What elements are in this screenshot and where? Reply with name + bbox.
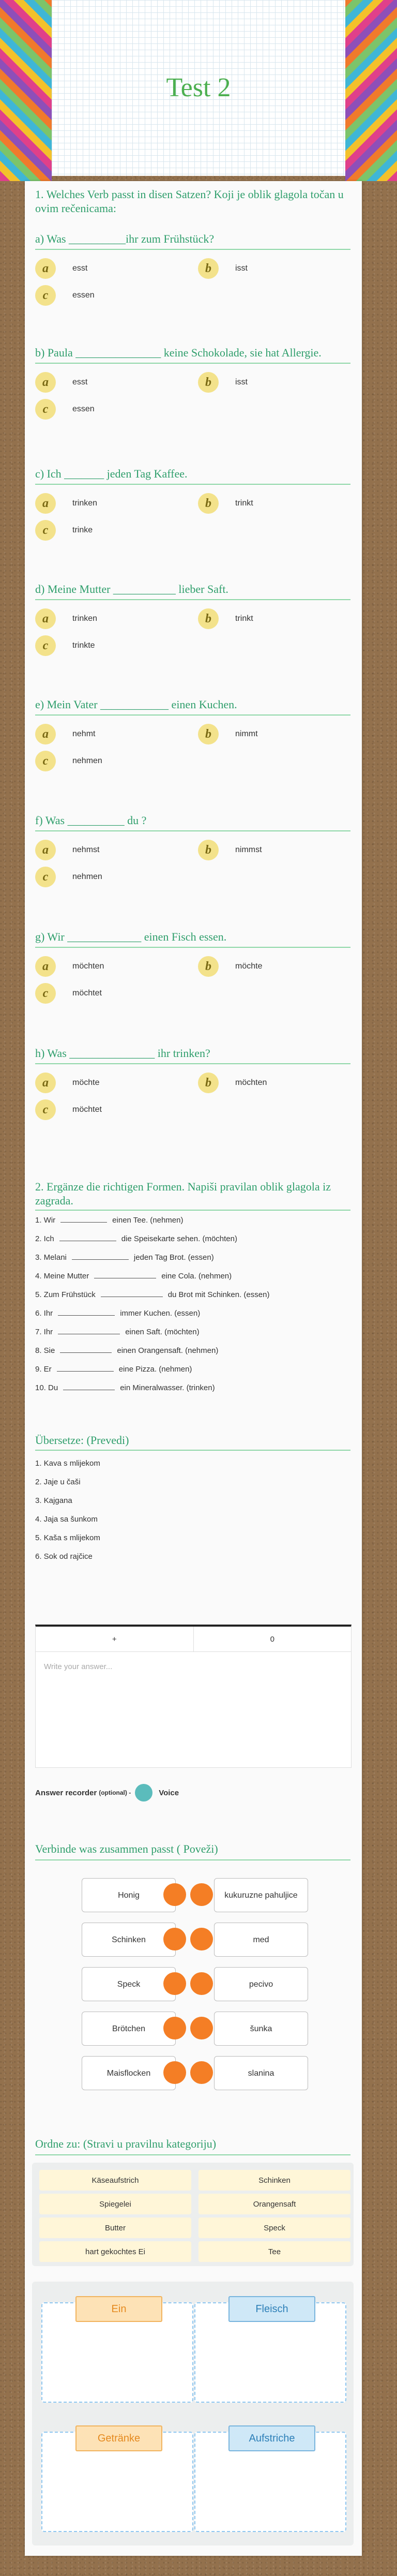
question-label: a) Was __________ihr zum Frühstück? [35, 232, 350, 250]
option-text: trinkt [235, 499, 253, 508]
recorder-label: Answer recorder [35, 1788, 97, 1797]
answer-col-plus[interactable]: + [112, 1634, 117, 1644]
option-a[interactable] [35, 371, 190, 394]
fill-blank[interactable] [60, 1352, 112, 1353]
answer-editor[interactable] [35, 1625, 352, 1768]
option-letter-badge: b [198, 724, 219, 744]
option-letter-badge: c [35, 1099, 56, 1120]
option-text: essen [72, 405, 95, 413]
option-text: trinkt [235, 614, 253, 623]
option-text: nehmen [72, 756, 102, 765]
question-label: f) Was __________ du ? [35, 813, 350, 831]
match-right-item[interactable]: med [214, 1923, 308, 1957]
option-text: möchten [72, 962, 104, 971]
option-text: essen [72, 291, 95, 300]
fill-line [35, 1309, 200, 1318]
match-connector-right[interactable] [190, 2061, 213, 2084]
fill-line-suffix: ein Mineralwasser. (trinken) [120, 1383, 215, 1392]
options-group [35, 371, 366, 428]
option-text: trinken [72, 614, 98, 623]
match-connector-right[interactable] [190, 1883, 213, 1906]
match-left-item[interactable]: Speck [82, 1967, 176, 2001]
answer-col-zero[interactable]: 0 [193, 1627, 352, 1651]
header-banner [52, 0, 345, 176]
category-label: Fleisch [228, 2296, 315, 2322]
fill-line [35, 1253, 214, 1262]
option-text: möchte [235, 962, 263, 971]
option-letter-badge: c [35, 867, 56, 887]
section4-rule [35, 1859, 350, 1860]
option-text: trinke [72, 526, 93, 534]
option-letter-badge: a [35, 840, 56, 860]
option-letter-badge: b [198, 608, 219, 629]
match-right-item[interactable]: šunka [214, 2012, 308, 2046]
fill-line-prefix: 9. Er [35, 1365, 52, 1374]
fill-line [35, 1328, 200, 1336]
sort-bins-panel [32, 2282, 354, 2545]
category-drop-zone[interactable] [194, 2302, 346, 2403]
option-a[interactable] [35, 955, 190, 978]
section5-title: Ordne zu: (Stravi u pravilnu kategoriju) [35, 2137, 217, 2150]
match-left-item[interactable]: Honig [82, 1878, 176, 1912]
section1-title: 1. Welches Verb passt in disen Satzen? Koji je oblik glagola točan u ovim rečenicama: [35, 188, 344, 215]
match-connector-right[interactable] [190, 1972, 213, 1995]
options-group [35, 257, 366, 314]
option-letter-badge: c [35, 520, 56, 541]
question-3 [35, 467, 366, 549]
option-c[interactable] [35, 1098, 190, 1121]
option-letter-badge: c [35, 983, 56, 1004]
sort-item[interactable]: Spiegelei [39, 2194, 191, 2214]
match-connector-right[interactable] [190, 2017, 213, 2039]
question-label: d) Meine Mutter ___________ lieber Saft. [35, 582, 350, 600]
option-text: trinken [72, 499, 98, 508]
option-text: möchte [72, 1078, 100, 1087]
option-a[interactable] [35, 723, 190, 746]
option-a[interactable] [35, 607, 190, 630]
option-letter-badge: a [35, 493, 56, 514]
option-b[interactable] [198, 492, 353, 515]
fill-line-prefix: 8. Sie [35, 1346, 55, 1355]
question-5 [35, 697, 366, 780]
option-letter-badge: c [35, 399, 56, 420]
fill-line-suffix: jeden Tag Brot. (essen) [133, 1253, 214, 1262]
match-connector-left[interactable] [163, 1883, 186, 1906]
option-text: trinkte [72, 641, 95, 650]
fill-line-prefix: 7. Ihr [35, 1328, 53, 1336]
question-8 [35, 1046, 366, 1128]
option-letter-badge: b [198, 258, 219, 279]
fill-line-suffix: die Speisekarte sehen. (möchten) [121, 1234, 237, 1243]
option-letter-badge: a [35, 956, 56, 977]
fill-line-prefix: 4. Meine Mutter [35, 1272, 89, 1280]
section2-title: 2. Ergänze die richtigen Formen. Napiši pravilan oblik glagola iz zagrada. [35, 1180, 331, 1207]
section2-rule [35, 1210, 350, 1211]
option-b[interactable] [198, 955, 353, 978]
page-title: Test 2 [166, 73, 231, 102]
options-group [35, 839, 366, 896]
fill-line-suffix: einen Saft. (möchten) [125, 1328, 200, 1336]
option-letter-badge: a [35, 608, 56, 629]
option-text: isst [235, 264, 248, 273]
option-text: esst [72, 378, 88, 386]
option-text: nehmen [72, 872, 102, 881]
decor-stripes-left [0, 0, 52, 181]
section3-rule [35, 1450, 350, 1451]
section4-title: Verbinde was zusammen passt ( Poveži) [35, 1842, 218, 1855]
option-letter-badge: b [198, 372, 219, 393]
fill-line-suffix: einen Tee. (nehmen) [112, 1216, 184, 1225]
match-connector-left[interactable] [163, 1972, 186, 1995]
option-letter-badge: a [35, 258, 56, 279]
fill-line [35, 1234, 237, 1243]
fill-line-prefix: 1. Wir [35, 1216, 56, 1225]
fill-blank[interactable] [72, 1259, 129, 1260]
record-button[interactable] [135, 1784, 152, 1801]
fill-line [35, 1383, 215, 1392]
answer-toolbar [36, 1627, 351, 1652]
answer-placeholder[interactable]: Write your answer... [44, 1662, 113, 1671]
option-letter-badge: b [198, 840, 219, 860]
sort-item[interactable]: Tee [198, 2241, 350, 2262]
fill-line-suffix: immer Kuchen. (essen) [120, 1309, 201, 1318]
option-c[interactable] [35, 634, 190, 657]
question-label: g) Wir _____________ einen Fisch essen. [35, 930, 350, 948]
option-b[interactable] [198, 257, 353, 280]
options-group [35, 492, 366, 549]
fill-line [35, 1346, 218, 1355]
fill-line-suffix: einen Orangensaft. (nehmen) [117, 1346, 219, 1355]
match-left-item[interactable]: Brötchen [82, 2012, 176, 2046]
category-drop-zone[interactable] [41, 2432, 193, 2532]
fill-blank[interactable] [58, 1315, 115, 1316]
option-b[interactable] [198, 723, 353, 746]
match-right-item[interactable]: slanina [214, 2056, 308, 2090]
category-drop-zone[interactable] [41, 2302, 193, 2403]
translation-item: 2. Jaje u čaši [35, 1478, 81, 1486]
sort-item[interactable]: Orangensaft [198, 2194, 350, 2214]
option-a[interactable] [35, 492, 190, 515]
worksheet [25, 181, 362, 2556]
question-label: c) Ich _______ jeden Tag Kaffee. [35, 467, 350, 485]
option-letter-badge: a [35, 1073, 56, 1093]
category-label: Aufstriche [228, 2425, 315, 2451]
fill-line [35, 1365, 192, 1374]
option-letter-badge: a [35, 372, 56, 393]
options-group [35, 723, 366, 780]
translation-item: 1. Kava s mlijekom [35, 1459, 100, 1468]
question-label: e) Mein Vater ____________ einen Kuchen. [35, 697, 350, 716]
sort-item[interactable]: Speck [198, 2217, 350, 2238]
fill-line-prefix: 5. Zum Frühstück [35, 1290, 96, 1299]
section5-rule [35, 2154, 350, 2155]
answer-recorder [35, 1784, 179, 1801]
option-c[interactable] [35, 398, 190, 421]
match-right-item[interactable]: kukuruzne pahuljice [214, 1878, 308, 1912]
category-label: Getränke [75, 2425, 162, 2451]
question-6 [35, 813, 366, 896]
match-left-item[interactable]: Maisflocken [82, 2056, 176, 2090]
question-1 [35, 232, 366, 314]
option-text: nimmt [235, 729, 258, 738]
question-7 [35, 930, 366, 1012]
fill-blank[interactable] [57, 1371, 114, 1372]
fill-line [35, 1272, 232, 1280]
option-c[interactable] [35, 866, 190, 888]
match-left-item[interactable]: Schinken [82, 1923, 176, 1957]
option-c[interactable] [35, 519, 190, 542]
sort-item[interactable]: hart gekochtes Ei [39, 2241, 191, 2262]
option-letter-badge: c [35, 635, 56, 656]
option-letter-badge: b [198, 956, 219, 977]
option-text: isst [235, 378, 248, 386]
fill-line-prefix: 2. Ich [35, 1234, 54, 1243]
option-letter-badge: c [35, 285, 56, 306]
options-group [35, 955, 366, 1012]
match-connector-right[interactable] [190, 1928, 213, 1950]
fill-line-prefix: 3. Melani [35, 1253, 67, 1262]
fill-blank[interactable] [60, 1222, 107, 1223]
option-c[interactable] [35, 284, 190, 307]
question-label: b) Paula _______________ keine Schokolade, sie hat Allergie. [35, 346, 350, 364]
option-c[interactable] [35, 750, 190, 772]
options-group [35, 607, 366, 664]
match-right-item[interactable]: pecivo [214, 1967, 308, 2001]
sort-item[interactable]: Käseaufstrich [39, 2170, 191, 2191]
fill-line-suffix: eine Cola. (nehmen) [161, 1272, 232, 1280]
option-text: nimmst [235, 845, 262, 854]
sort-item[interactable]: Schinken [198, 2170, 350, 2191]
sort-item[interactable]: Butter [39, 2217, 191, 2238]
fill-line-prefix: 6. Ihr [35, 1309, 53, 1318]
option-letter-badge: c [35, 751, 56, 771]
fill-line-prefix: 10. Du [35, 1383, 58, 1392]
option-b[interactable] [198, 1071, 353, 1094]
translation-item: 4. Jaja sa šunkom [35, 1515, 98, 1524]
translation-item: 6. Sok od rajčice [35, 1552, 93, 1561]
option-b[interactable] [198, 839, 353, 861]
fill-line-suffix: eine Pizza. (nehmen) [118, 1365, 192, 1374]
option-c[interactable] [35, 982, 190, 1005]
option-text: nehmst [72, 845, 100, 854]
option-text: möchten [235, 1078, 267, 1087]
sort-items-panel [32, 2163, 354, 2266]
question-2 [35, 346, 366, 428]
option-text: möchtet [72, 1105, 102, 1114]
option-text: möchtet [72, 989, 102, 997]
translation-item: 5. Kaša s mlijekom [35, 1533, 100, 1542]
option-text: nehmt [72, 729, 96, 738]
recorder-optional: (optional) - [99, 1789, 131, 1796]
option-b[interactable] [198, 371, 353, 394]
category-drop-zone[interactable] [194, 2432, 346, 2532]
option-b[interactable] [198, 607, 353, 630]
fill-line [35, 1216, 184, 1225]
option-letter-badge: b [198, 493, 219, 514]
option-letter-badge: a [35, 724, 56, 744]
match-connector-left[interactable] [163, 1928, 186, 1950]
option-a[interactable] [35, 839, 190, 861]
match-connector-left[interactable] [163, 2017, 186, 2039]
option-letter-badge: b [198, 1073, 219, 1093]
options-group [35, 1071, 366, 1128]
option-a[interactable] [35, 257, 190, 280]
section3-title: Übersetze: (Prevedi) [35, 1434, 129, 1447]
decor-stripes-right [345, 0, 397, 181]
option-a[interactable] [35, 1071, 190, 1094]
match-connector-left[interactable] [163, 2061, 186, 2084]
fill-line-suffix: du Brot mit Schinken. (essen) [167, 1290, 270, 1299]
question-4 [35, 582, 366, 664]
translation-item: 3. Kajgana [35, 1496, 72, 1505]
option-text: esst [72, 264, 88, 273]
category-label: Ein [75, 2296, 162, 2322]
question-label: h) Was _______________ ihr trinken? [35, 1046, 350, 1064]
fill-line [35, 1290, 269, 1299]
recorder-voice-label: Voice [159, 1788, 179, 1797]
